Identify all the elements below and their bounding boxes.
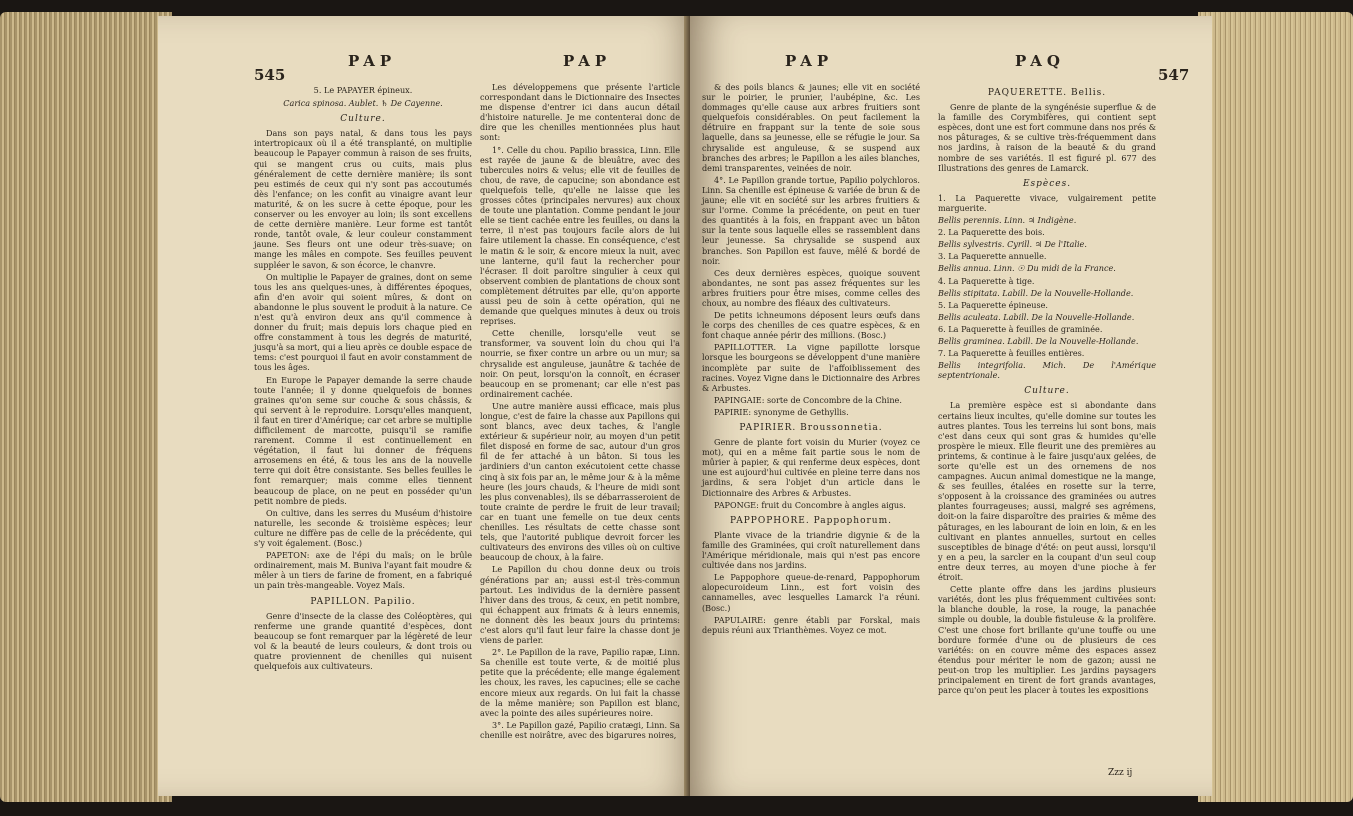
right-page-edges [1198,12,1353,802]
right-running-head-1: PAP [785,52,834,70]
paragraph: PAPULAIRE: genre établi par Forskal, mais depuis réuni aux Trianthèmes. Voyez ce mot. [702,614,920,635]
left-column-2 [480,82,680,742]
paragraph: 2°. Le Papillon de la rave, Papilio rapæ, Linn. Sa chenille est toute verte, & de moitié plus petite que la précédente; elle mange également les choux, les raves, les capucines; elle se cache encore mieux aux regards. On lui fait la chasse de la même manière; son Papillon est blanc, avec la pointe des ailes supérieures noire. [480,647,680,718]
paragraph: PAPIRIER. Broussonnetia. [739,423,883,433]
paragraph: 5. La Paquerette épineuse. [938,299,1048,310]
paragraph: 4°. Le Papillon grande tortue, Papilio polychloros. Linn. Sa chenille est épineuse & variée de brun & de jaune; elle vit en société sur les arbres fruitiers & sur l'orme. Comme la précédente, on peut en tuer des quantités à la fois, en frappant avec un bâton sur la tente sous laquelle elles se rassemblent dans leur jeunesse. Sa chrysalide se suspend aux branches. Son Papillon est fauve, mêlé & bordé de noir. [702,174,920,266]
right-page-number: 547 [1158,66,1190,84]
paragraph: 1. La Paquerette vivace, vulgairement petite marguerite. [938,192,1156,213]
paragraph: 5. Le PAPAYER épineux. [313,85,413,95]
paragraph: Cette chenille, lorsqu'elle veut se transformer, va souvent loin du chou qui l'a nourrie, se fixer contre un arbre ou un mur; sa chrysalide est anguleuse, jaunâtre & tachée de noir. On peut, lorsqu'on la connoît, en écraser beaucoup en se promenant; car elle n'est pas ordinairement cachée. [480,328,680,399]
paragraph: & des poils blancs & jaunes; elle vit en société sur le poirier, le prunier, l'aubépine, &c. Les dommages qu'elle cause aux arbres fruitiers sont quelquefois considérables. On peut facilement la détruire en frappant sur la tente de soie sous laquelle, dans sa jeunesse, elle se réfugie le jour. Sa chrysalide est anguleuse, & se suspend aux branches des arbres; le Papillon a les ailes blanches, demi transparentes, veinées de noir. [702,82,920,173]
paragraph: PAQUERETTE. Bellis. [987,88,1107,98]
paragraph: Genre de plante de la syngénésie superflue & de la famille des Corymbifères, qui contient sept espèces, dont une est fort commune dans nos prés & nos pâturages, & se cultive très-fréquemment dans nos jardins, à raison de la beauté & du grand nombre de ses variétés. Il est figuré pl. 677 des Illustrations des genres de Lamarck. [938,102,1156,173]
right-column-2 [938,82,1156,697]
paragraph: PAPILLOTTER. La vigne papillotte lorsque lorsque les bourgeons se développent d'une manière incomplète par suite de l'affoiblissement des racines. Voyez Vigne dans le Dictionnaire des Arbres & Arbustes. [702,342,920,393]
paragraph: Les développemens que présente l'article correspondant dans le Dictionnaire des Insectes me dispense d'entrer ici dans aucun détail d'histoire naturelle. Je me contenterai donc de dire que les chenilles mentionnées plus haut sont: [480,82,680,143]
paragraph: Bellis perennis. Linn. ♃ Indigène. [938,215,1077,226]
paragraph: Bellis integrifolia. Mich. De l'Amérique septentrionale. [938,360,1156,381]
paragraph: Espèces. [1022,178,1072,189]
paragraph: 6. La Paquerette à feuilles de graminée. [938,323,1103,334]
left-page-number: 545 [254,66,286,84]
paragraph: Le Papillon du chou donne deux ou trois générations par an; aussi est-il très-commun partout. Les individus de la dernière passent l'hiver dans des trous, & ceux, en petit nombre, qui échappent aux frimats & à leurs ennemis, ne donnent dès les beaux jours du printems: c'est alors qu'il faut leur faire la chasse dont je viens de parler. [480,564,680,646]
left-page [158,16,698,796]
paragraph: Bellis annua. Linn. ☉ Du midi de la France. [938,263,1116,274]
paragraph: Bellis graminea. Labill. De la Nouvelle-Hollande. [938,335,1139,346]
paragraph: 3. La Paquerette annuelle. [938,251,1047,262]
paragraph: Culture. [340,114,386,125]
paragraph: Le Pappophore queue-de-renard, Pappophorum alopecuroideum Linn., est fort voisin des cannamelles, avec lesquelles Lamarck l'a réuni. (Bosc.) [702,572,920,613]
left-running-head-1: PAP [348,52,397,70]
paragraph: Bellis aculeata. Labill. De la Nouvelle-Hollande. [938,311,1135,322]
paragraph: PAPPOPHORE. Pappophorum. [730,515,892,526]
paragraph: Genre de plante fort voisin du Murier (voyez ce mot), qui en a même fait partie sous le nom de mûrier à papier, & qui renferme deux espèces, dont une est aujourd'hui cultivée en pleine terre dans nos jardins, & sera l'objet d'un article dans le Dictionnaire des Arbres & Arbustes. [702,437,920,498]
right-running-head-2: PAQ [1015,52,1065,70]
paragraph: Une autre manière aussi efficace, mais plus longue, c'est de faire la chasse aux Papillons qui sont blancs, avec deux taches, & l'angle extérieur & supérieur noir, au moyen d'un petit filet disposé en forme de sac, autour d'un gros fil de fer attaché à un bâton. Si tous les jardiniers d'un canton exécutoient cette chasse cinq à six fois par an, le même jour & à la même heure (les jours chauds, & l'heure de midi sont les plus convenables), ils se débarrasseroient de toute crainte de perdre le fruit de leur travail; car en tuant une femelle on tue deux cents chenilles. Les résultats de cette chasse sont tels, que l'autorité publique devroit forcer les cultivateurs des environs des villes où on cultive beaucoup de choux, à la faire. [480,400,680,563]
left-page-edges [0,12,172,802]
paragraph: 4. La Paquerette à tige. [938,275,1035,286]
right-column-1 [702,82,920,637]
paragraph: Genre d'insecte de la classe des Coléoptères, qui renferme une grande quantité d'espèces, dont beaucoup se font remarquer par la légèreté de leur vol & la beauté de leurs couleurs, & dont trois ou quatre proviennent de chenilles qui nuisent quelquefois aux cultivateurs. [254,610,472,672]
paragraph: 7. La Paquerette à feuilles entières. [938,348,1085,359]
paragraph: Cette plante offre dans les jardins plusieurs variétés, dont les plus fréquemment cultivées sont: la blanche double, la rose, la rouge, la panachée simple ou double, la double fistuleuse & la prolifère. C'est une chose fort brillante qu'une touffe ou une bordure formée d'une ou de plusieurs de ces variétés: on en couvre même des espaces assez étendus pour mériter le nom de gazon; aussi ne peut-on trop les multiplier. Les jardins paysagers principalement en tirent de fort grands avantages, parce qu'on peut les placer à toutes les expositions [938,584,1156,696]
paragraph: Bellis stipitata. Labill. De la Nouvelle-Hollande. [938,287,1134,298]
paragraph: PAPIRIE: synonyme de Gethyllis. [714,406,849,417]
paragraph: 3°. Le Papillon gazé, Papilio cratægi, Linn. Sa chenille est noirâtre, avec des bigarures noires, [480,719,681,740]
paragraph: 2. La Paquerette des bois. [938,227,1045,238]
paragraph: PAPETON: axe de l'épi du maïs; on le brûle ordinairement, mais M. Buniva l'ayant fait moudre & mêler à un tiers de farine de froment, en a fabriqué un pain très-mangeable. Voyez Maïs. [254,550,472,591]
signature-mark: Zzz ij [1108,768,1133,778]
paragraph: Carica spinosa. Aublet. ♄ De Cayenne. [283,98,443,109]
paragraph: En Europe le Papayer demande la serre chaude toute l'année; il y donne quelquefois de bonnes graines qu'on seme sur couche & sous châssis, & qui servent à le reproduire. Lorsqu'elles manquent, il faut en tirer d'Amérique; car cet arbre se multiplie difficilement de marcotte, puisqu'il se ramifie rarement. Comme il est continuellement en végétation, il faut lui donner de fréquens arrosemens en été, & tous les ans de la nouvelle terre qui doit être consistante. Ses belles feuilles le font remarquer; mais comme elles tiennent beaucoup de place, on ne peut en posséder qu'un petit nombre de pieds. [254,374,472,506]
paragraph: Ces deux dernières espèces, quoique souvent abondantes, ne sont pas assez fréquentes sur les arbres fruitiers pour être mises, comme celles des choux, au nombre des fléaux des cultivateurs. [702,267,920,308]
paragraph: Dans son pays natal, & dans tous les pays intertropicaux où il a été transplanté, on multiplie beaucoup le Papayer commun à raison de ses fruits, qui se mangent crus ou cuits, mais plus généralement de cette dernière manière; ils sont peu estimés de ceux qui n'y sont pas accoutumés dès l'enfance; on les confit au vinaigre avant leur maturité, & on les sucre à cette époque, pour les conserver ou les envoyer au loin; ils sont excellens de cette dernière manière. Leur forme est tantôt ronde, tantôt ovale, & leur couleur constamment jaune. Ses fleurs ont une odeur très-suave; on mange les mâles en compote. Ses feuilles peuvent suppléer le savon, & son écorce, le chanvre. [254,128,472,270]
left-column-1 [254,82,472,673]
paragraph: PAPILLON. Papilio. [310,596,416,607]
paragraph: Plante vivace de la triandrie digynie & de la famille des Graminées, qui croît naturellement dans l'Amérique méridionale, mais qui n'est pas encore cultivée dans nos jardins. [702,529,920,571]
paragraph: PAPONGE: fruit du Concombre à angles aigus. [714,499,906,510]
paragraph: On cultive, dans les serres du Muséum d'histoire naturelle, les seconde & troisième espèces; leur culture ne diffère pas de celle de la précédente, qui s'y voit également. (Bosc.) [254,507,472,549]
paragraph: On multiplie le Papayer de graines, dont on seme tous les ans quelques-unes, à différentes époques, afin d'en avoir qui soient mûres, & dont on abandonne le plus souvent le produit à la nature. Ce n'est qu'à environ deux ans qu'il commence à donner du fruit; mais depuis lors chaque pied en offre constamment à tous les degrés de maturité, jusqu'à sa mort, qui a lieu après ce double espace de tems: c'est pourquoi il faut en avoir constamment de tous les âges. [254,271,472,373]
right-page [690,16,1212,796]
left-running-head-2: PAP [563,52,612,70]
paragraph: De petits ichneumons déposent leurs œufs dans le corps des chenilles de ces quatre espèces, & en font chaque année périr des millions. (Bosc.) [702,310,920,341]
paragraph: 1°. Celle du chou. Papilio brassica, Linn. Elle est rayée de jaune & de bleuâtre, avec des tubercules noirs & velus; elle vit de feuilles de chou, de rave, de capucine; son abondance est quelquefois telle, qu'elle ne laisse que les grosses côtes (principales nervures) aux choux de toute une plantation. Comme pendant le jour elle se tient cachée entre les feuilles, ou dans la terre, il n'est pas toujours facile alors de lui faire utilement la chasse. En conséquence, c'est le matin & le soir, & encore mieux la nuit, avec une lanterne, qu'il faut la rechercher pour l'écraser. Il doit paroître singulier à ceux qui observent combien de plantations de choux sont complètement détruites par elle, qu'on apporte aussi peu de soin à cette opération, qui ne demande que quelques minutes à deux ou trois reprises. [480,144,680,327]
paragraph: Bellis sylvestris. Cyrill. ♃ De l'Italie. [938,239,1087,250]
paragraph: La première espèce est si abondante dans certains lieux incultes, qu'elle domine sur toutes les autres plantes. Tous les terreins lui sont bons, mais c'est dans ceux qui sont gras & humides qu'elle prospère le mieux. Elle fleurit une des premières au printems, & continue à le faire jusqu'aux gelées, de sorte qu'elle est un des ornemens de nos campagnes. Aucun animal domestique ne la mange, & ses feuilles, étalées en rosette sur la terre, s'opposent à la croissance des graminées ou autres plantes fourrageuses; aussi, malgré ses agrémens, doit-on la faire disparoître des prairies & même des pâturages, en les labourant de loin en loin, & en les cultivant en plantes annuelles, surtout en celles susceptibles de binage d'été: on peut aussi, lorsqu'il y en a peu, la sarcler en la coupant d'un seul coup entre deux terres, au moyen d'une pioche à fer étroit. [938,400,1156,583]
paragraph: PAPINGAIE: sorte de Concombre de la Chine. [714,394,902,405]
paragraph: Culture. [1024,386,1070,397]
